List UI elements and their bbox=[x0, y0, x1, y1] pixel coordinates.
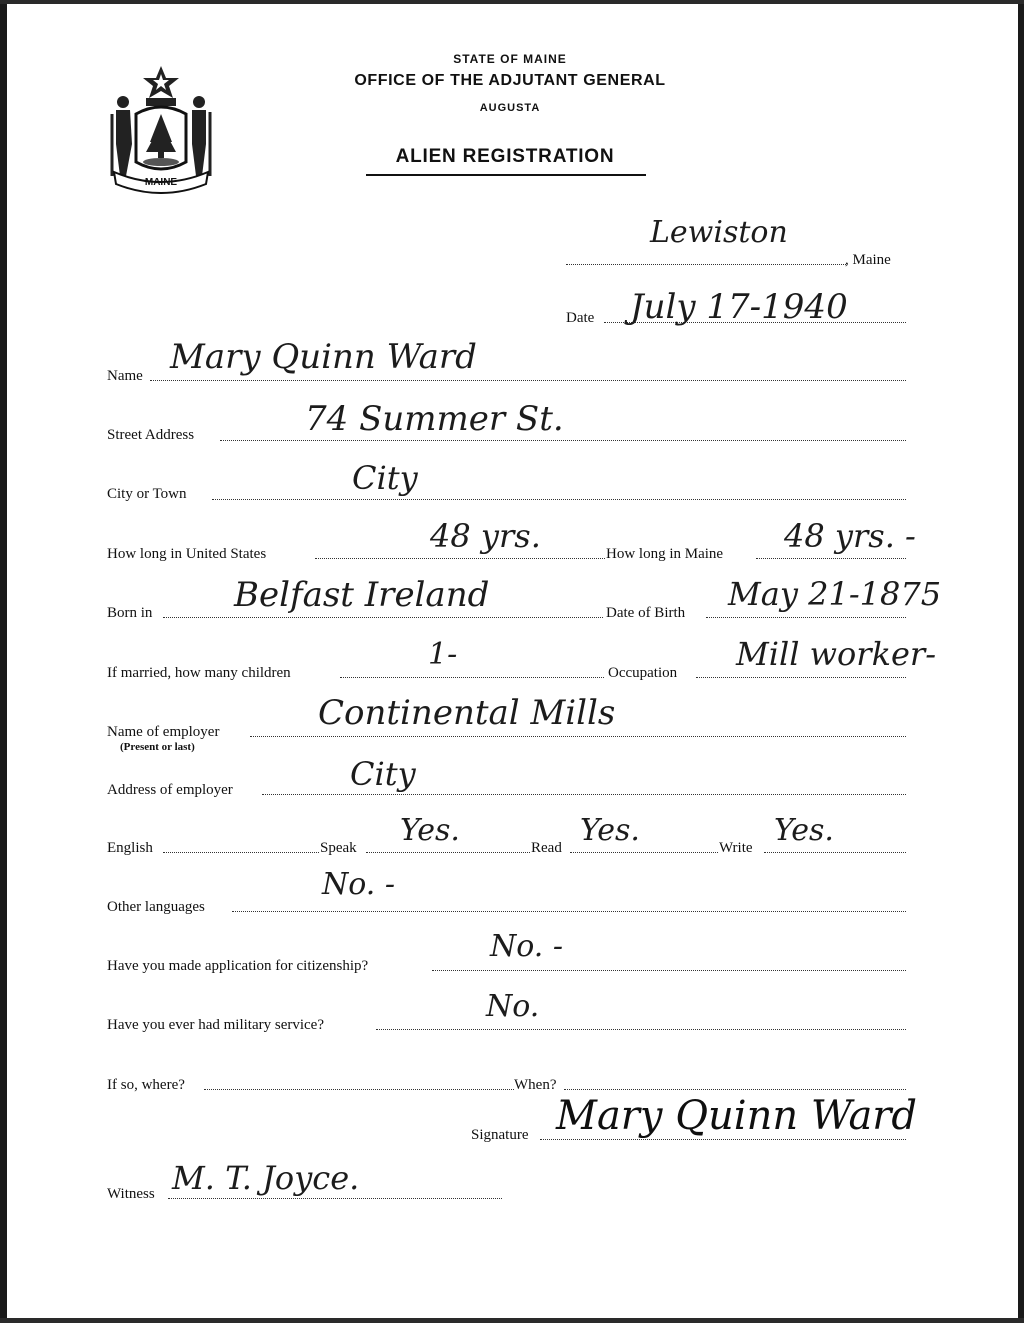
born-in-value[interactable]: Belfast Ireland bbox=[234, 575, 490, 615]
employer-name-value[interactable]: Continental Mills bbox=[318, 693, 616, 733]
speak-line bbox=[366, 852, 530, 853]
date-of-birth-value[interactable]: May 21-1875 bbox=[728, 575, 942, 613]
date-of-birth-label: Date of Birth bbox=[606, 605, 686, 621]
other-languages-line bbox=[232, 911, 906, 912]
city-line bbox=[212, 499, 906, 500]
date-value[interactable]: July 17-1940 bbox=[630, 287, 848, 327]
children-label: If married, how many children bbox=[107, 665, 291, 681]
maine-state-seal-icon bbox=[106, 64, 216, 194]
name-value[interactable]: Mary Quinn Ward bbox=[170, 337, 477, 377]
children-value[interactable]: 1- bbox=[428, 637, 458, 672]
military-value[interactable]: No. bbox=[486, 989, 540, 1024]
header-state: STATE OF MAINE bbox=[453, 52, 567, 66]
where-line bbox=[204, 1089, 514, 1090]
occupation-line bbox=[696, 677, 906, 678]
employer-name-sublabel: (Present or last) bbox=[120, 741, 195, 753]
employer-address-line bbox=[262, 794, 906, 795]
employer-name-line bbox=[250, 736, 906, 737]
children-line bbox=[340, 677, 604, 678]
witness-label: Witness bbox=[107, 1186, 155, 1202]
witness-value[interactable]: M. T. Joyce. bbox=[172, 1159, 360, 1197]
military-line bbox=[376, 1029, 906, 1030]
employer-name-label: Name of employer bbox=[107, 724, 220, 740]
english-label: English bbox=[107, 840, 153, 856]
header-office: OFFICE OF THE ADJUTANT GENERAL bbox=[354, 72, 666, 89]
scan-border-bottom bbox=[0, 1318, 1024, 1323]
employer-address-value[interactable]: City bbox=[350, 755, 416, 793]
military-label: Have you ever had military service? bbox=[107, 1017, 324, 1033]
title-underline bbox=[366, 174, 646, 176]
scan-border-top bbox=[0, 0, 1024, 4]
place-value[interactable]: Lewiston bbox=[650, 215, 788, 250]
date-label: Date bbox=[566, 310, 595, 326]
how-long-us-label: How long in United States bbox=[107, 546, 267, 562]
when-line bbox=[564, 1089, 906, 1090]
read-label: Read bbox=[531, 840, 562, 856]
scan-border-right bbox=[1018, 0, 1024, 1323]
how-long-us-value[interactable]: 48 yrs. bbox=[430, 517, 541, 555]
signature-line bbox=[540, 1139, 906, 1140]
signature-label: Signature bbox=[471, 1127, 529, 1143]
form-title: ALIEN REGISTRATION bbox=[395, 146, 615, 167]
born-in-line bbox=[163, 617, 603, 618]
write-line bbox=[764, 852, 906, 853]
citizenship-label: Have you made application for citizenship? bbox=[107, 958, 369, 974]
other-languages-label: Other languages bbox=[107, 899, 205, 915]
read-line bbox=[570, 852, 718, 853]
header-city: AUGUSTA bbox=[479, 102, 541, 114]
speak-label: Speak bbox=[320, 840, 357, 856]
place-suffix: , Maine bbox=[845, 252, 891, 268]
street-address-label: Street Address bbox=[107, 427, 195, 443]
scan-border-left bbox=[0, 0, 7, 1323]
read-value[interactable]: Yes. bbox=[580, 813, 640, 848]
how-long-maine-value[interactable]: 48 yrs. - bbox=[784, 517, 916, 555]
date-of-birth-line bbox=[706, 617, 906, 618]
citizenship-line bbox=[432, 970, 906, 971]
employer-address-label: Address of employer bbox=[107, 782, 233, 798]
occupation-label: Occupation bbox=[608, 665, 678, 681]
when-label: When? bbox=[514, 1077, 557, 1093]
witness-line bbox=[168, 1198, 502, 1199]
write-value[interactable]: Yes. bbox=[774, 813, 834, 848]
speak-value[interactable]: Yes. bbox=[400, 813, 460, 848]
name-line bbox=[150, 380, 906, 381]
english-line bbox=[163, 852, 319, 853]
born-in-label: Born in bbox=[107, 605, 153, 621]
citizenship-value[interactable]: No. - bbox=[490, 929, 563, 964]
city-value[interactable]: City bbox=[352, 459, 418, 497]
city-label: City or Town bbox=[107, 486, 187, 502]
occupation-value[interactable]: Mill worker- bbox=[736, 635, 937, 673]
name-label: Name bbox=[107, 368, 143, 384]
write-label: Write bbox=[719, 840, 753, 856]
how-long-maine-line bbox=[756, 558, 906, 559]
street-address-line bbox=[220, 440, 906, 441]
seal-banner-text: MAINE bbox=[144, 177, 178, 188]
street-address-value[interactable]: 74 Summer St. bbox=[305, 399, 564, 439]
where-label: If so, where? bbox=[107, 1077, 185, 1093]
how-long-us-line bbox=[315, 558, 605, 559]
signature-value[interactable]: Mary Quinn Ward bbox=[556, 1093, 918, 1139]
place-line bbox=[566, 264, 846, 265]
other-languages-value[interactable]: No. - bbox=[322, 867, 395, 902]
how-long-maine-label: How long in Maine bbox=[606, 546, 724, 562]
